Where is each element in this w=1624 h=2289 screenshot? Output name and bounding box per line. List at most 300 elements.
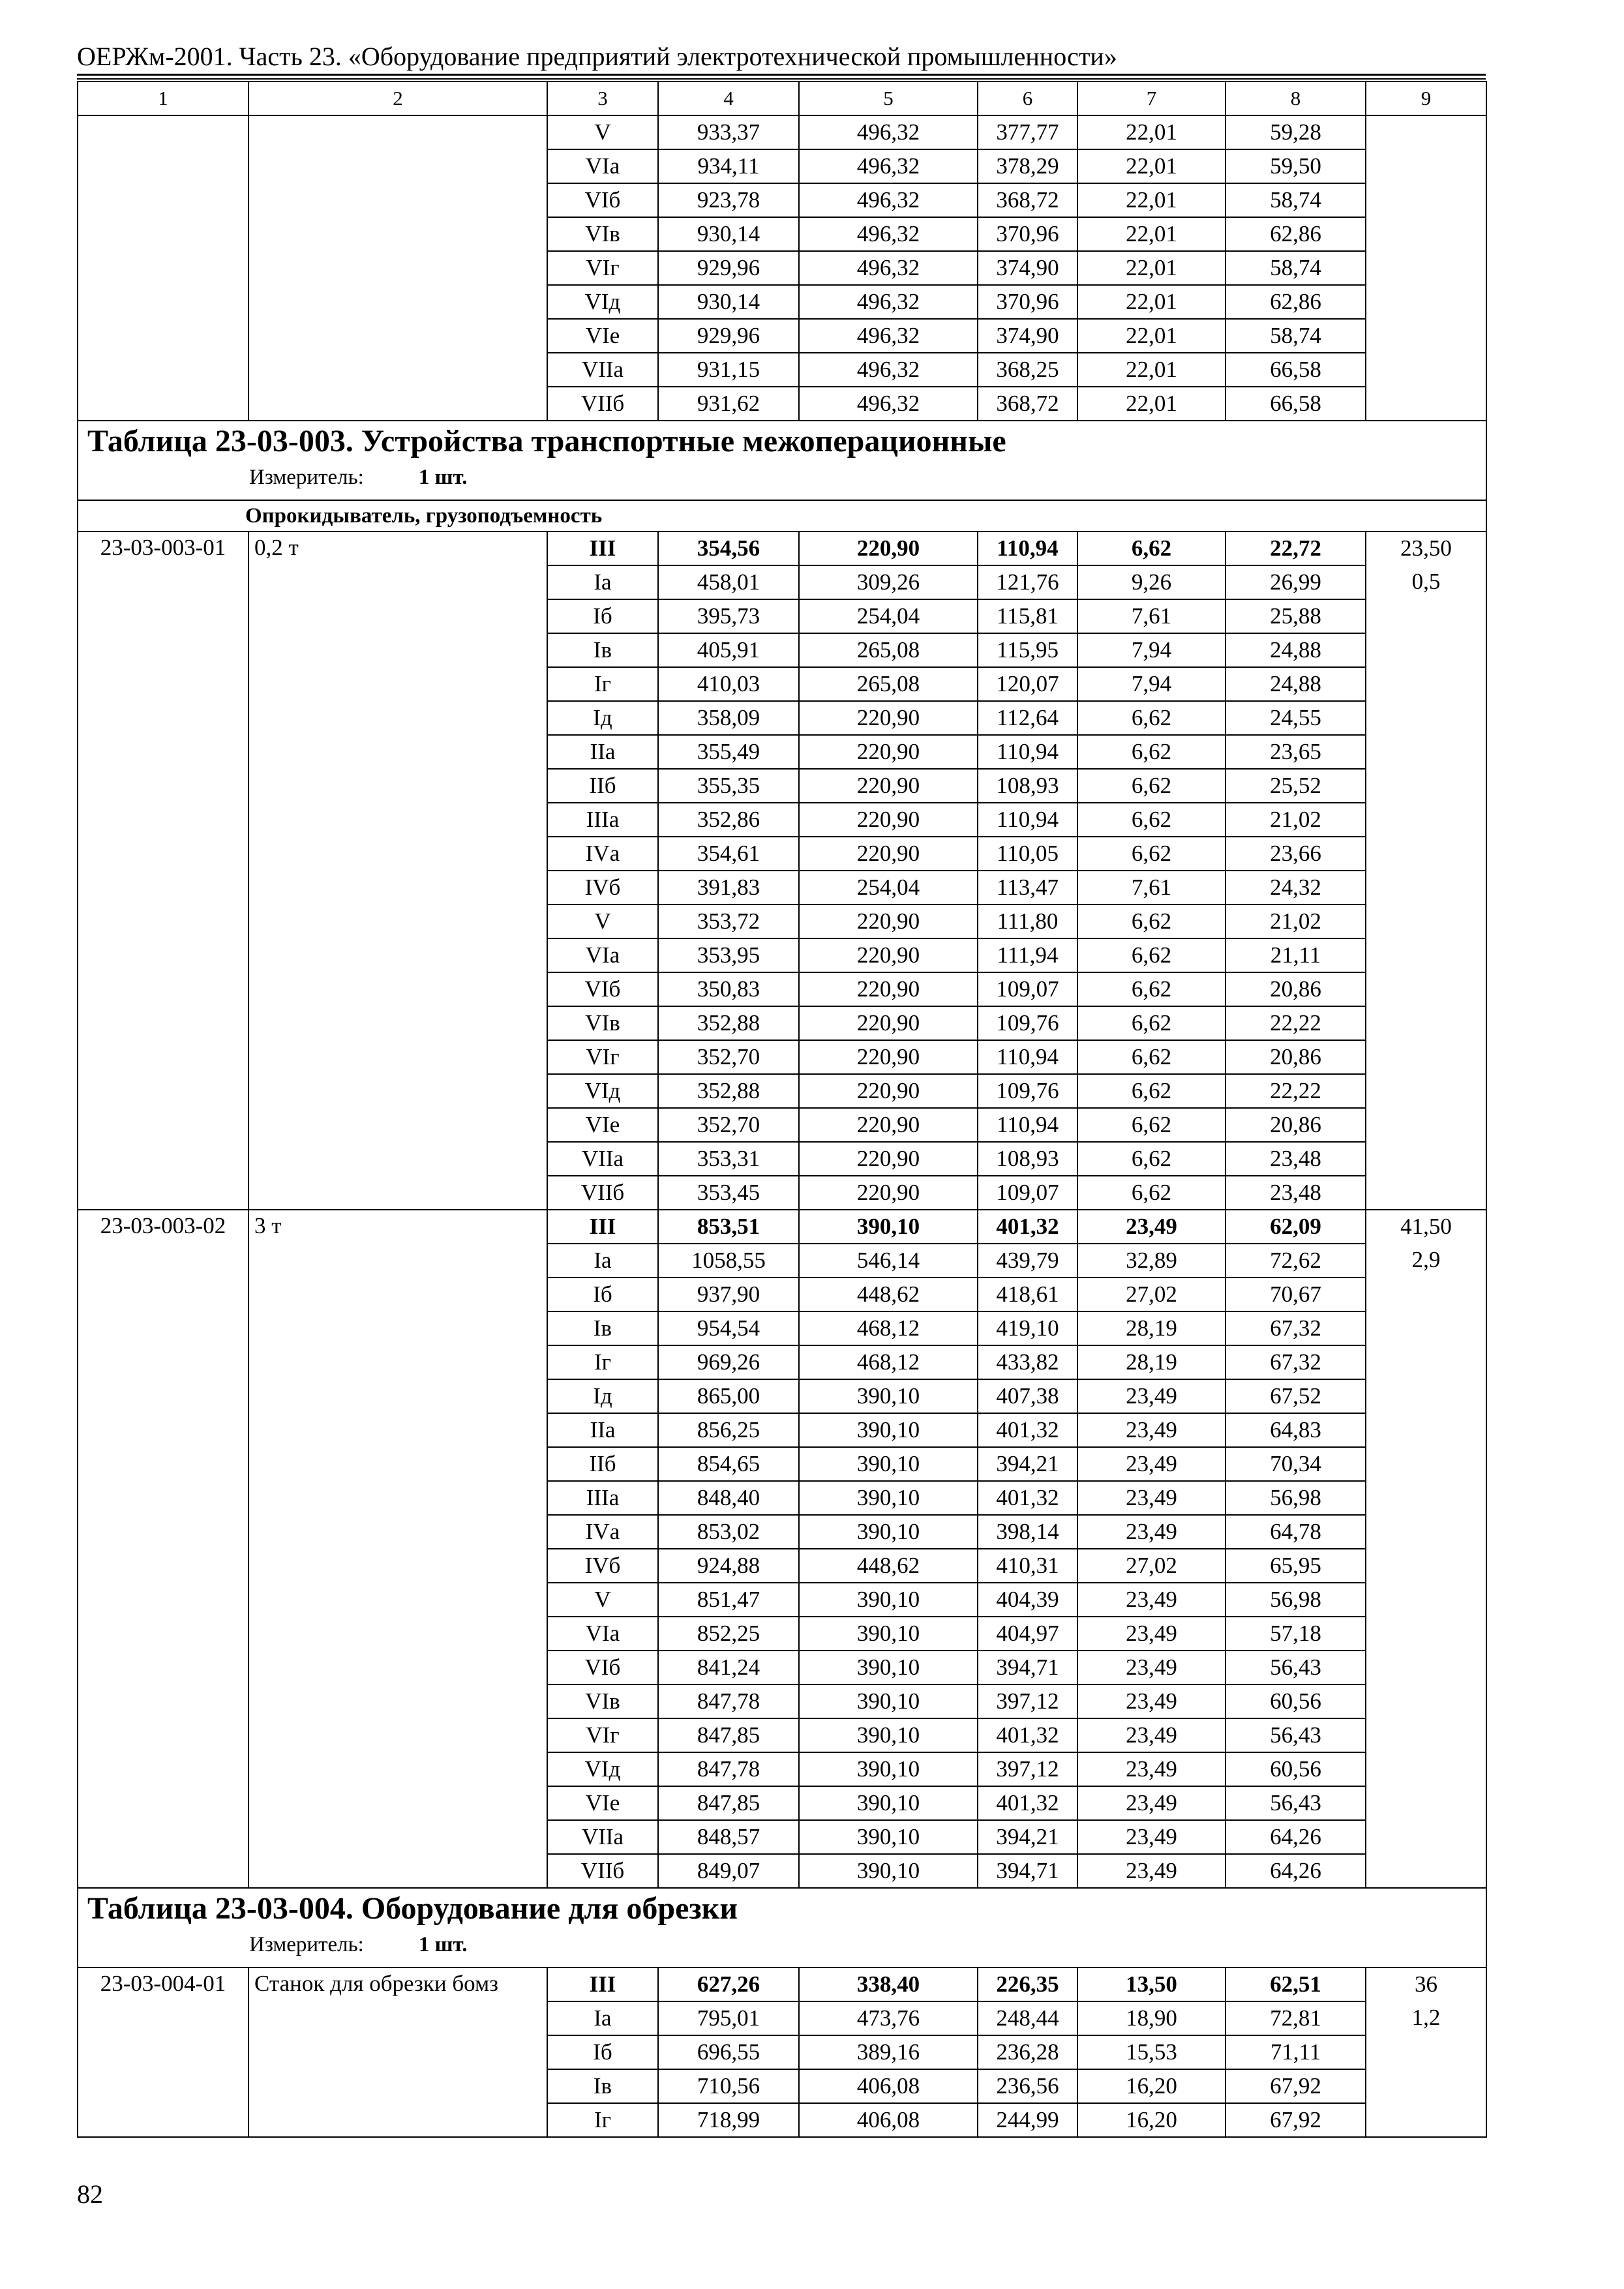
value-cell: 120,07 (978, 667, 1077, 701)
zone-code-cell: Iб (547, 1278, 658, 1311)
value-cell: 22,01 (1077, 319, 1226, 353)
value-cell: 390,10 (799, 1786, 978, 1820)
value-cell: 58,74 (1226, 319, 1366, 353)
value-cell: 854,65 (658, 1447, 799, 1481)
mass-value: 23,50 (1400, 535, 1452, 561)
value-cell: 6,62 (1077, 1006, 1226, 1040)
column-number-row (78, 82, 1486, 115)
page-number: 82 (77, 2179, 103, 2209)
subsection-row (78, 500, 1486, 531)
column-number: 1 (78, 82, 248, 115)
mass-value: 36 (1415, 1971, 1437, 1997)
value-cell: 496,32 (799, 149, 978, 183)
value-cell: 58,74 (1226, 183, 1366, 217)
value-cell: 20,86 (1226, 1108, 1366, 1142)
value-cell: 23,49 (1077, 1786, 1226, 1820)
value-cell: 220,90 (799, 905, 978, 938)
value-cell: 220,90 (799, 1142, 978, 1176)
value-cell: 496,32 (799, 319, 978, 353)
value-cell: 368,72 (978, 387, 1077, 421)
value-cell: 28,19 (1077, 1311, 1226, 1345)
value-cell: 352,86 (658, 803, 799, 837)
value-cell: 924,88 (658, 1549, 799, 1583)
value-cell: 841,24 (658, 1651, 799, 1684)
value-cell: 419,10 (978, 1311, 1077, 1345)
value-cell: 352,88 (658, 1006, 799, 1040)
value-cell: 67,32 (1226, 1311, 1366, 1345)
value-cell: 220,90 (799, 1040, 978, 1074)
value-cell: 848,57 (658, 1820, 799, 1854)
header-rule (77, 74, 1486, 76)
value-cell: 7,61 (1077, 871, 1226, 905)
mass-value: 2,9 (1411, 1247, 1441, 1272)
zone-code-cell: VIIб (547, 387, 658, 421)
value-cell: 406,08 (799, 2103, 978, 2137)
value-cell: 448,62 (799, 1278, 978, 1311)
zone-code-cell: VIIа (547, 1142, 658, 1176)
value-cell: 32,89 (1077, 1244, 1226, 1278)
zone-code-cell: VIа (547, 1617, 658, 1651)
value-cell: 407,38 (978, 1379, 1077, 1413)
zone-code-cell: VIв (547, 217, 658, 251)
value-cell: 111,80 (978, 905, 1077, 938)
value-cell: 121,76 (978, 565, 1077, 599)
value-cell: 22,01 (1077, 251, 1226, 285)
column-number: 2 (248, 82, 547, 115)
value-cell: 404,97 (978, 1617, 1077, 1651)
value-cell: 370,96 (978, 285, 1077, 319)
value-cell: 390,10 (799, 1481, 978, 1515)
value-cell: 72,81 (1226, 2001, 1366, 2035)
zone-code-cell: VIе (547, 319, 658, 353)
value-cell: 849,07 (658, 1854, 799, 1888)
zone-code-cell: III (547, 1210, 658, 1244)
value-cell: 6,62 (1077, 1176, 1226, 1210)
value-cell: 401,32 (978, 1413, 1077, 1447)
table-title-row (78, 1888, 1486, 1967)
value-cell: 848,40 (658, 1481, 799, 1515)
value-cell: 16,20 (1077, 2103, 1226, 2137)
value-cell: 23,48 (1226, 1176, 1366, 1210)
value-cell: 115,95 (978, 633, 1077, 667)
value-cell: 358,09 (658, 701, 799, 735)
value-cell: 355,49 (658, 735, 799, 769)
value-cell: 353,45 (658, 1176, 799, 1210)
table-title: Таблица 23-03-004. Оборудование для обрезки (87, 1891, 738, 1926)
zone-code-cell: IIIа (547, 803, 658, 837)
value-cell: 23,49 (1077, 1583, 1226, 1617)
value-cell: 220,90 (799, 938, 978, 972)
value-cell: 404,39 (978, 1583, 1077, 1617)
zone-code-cell: IIб (547, 1447, 658, 1481)
value-cell: 6,62 (1077, 803, 1226, 837)
zone-code-cell: Iб (547, 2035, 658, 2069)
value-cell: 433,82 (978, 1345, 1077, 1379)
value-cell: 16,20 (1077, 2069, 1226, 2103)
value-cell: 496,32 (799, 115, 978, 149)
value-cell: 496,32 (799, 387, 978, 421)
value-cell: 21,02 (1226, 803, 1366, 837)
item-code: 23-03-003-02 (78, 1210, 248, 1888)
value-cell: 377,77 (978, 115, 1077, 149)
measure-line (87, 462, 1486, 493)
value-cell: 220,90 (799, 701, 978, 735)
column-number: 6 (978, 82, 1077, 115)
column-number: 8 (1226, 82, 1366, 115)
value-cell: 6,62 (1077, 1108, 1226, 1142)
zone-code-cell: VIв (547, 1684, 658, 1718)
value-cell: 933,37 (658, 115, 799, 149)
zone-code-cell: Iд (547, 1379, 658, 1413)
value-cell: 62,51 (1226, 1967, 1366, 2001)
value-cell: 254,04 (799, 871, 978, 905)
value-cell: 15,53 (1077, 2035, 1226, 2069)
value-cell: 67,92 (1226, 2069, 1366, 2103)
running-header: ОЕРЖм-2001. Часть 23. «Оборудование предприятий электротехнической промышленности» (77, 42, 1117, 71)
zone-code-cell: V (547, 1583, 658, 1617)
item-name: Станок для обрезки бомз (248, 1967, 547, 2137)
column-number: 4 (658, 82, 799, 115)
mass-cell (1366, 531, 1486, 1210)
value-cell: 7,94 (1077, 667, 1226, 701)
value-cell: 13,50 (1077, 1967, 1226, 2001)
value-cell: 852,25 (658, 1617, 799, 1651)
mass-cell (1366, 115, 1486, 421)
value-cell: 220,90 (799, 735, 978, 769)
value-cell: 930,14 (658, 217, 799, 251)
value-cell: 865,00 (658, 1379, 799, 1413)
value-cell: 390,10 (799, 1210, 978, 1244)
rates-table (77, 81, 1487, 2138)
value-cell: 394,21 (978, 1820, 1077, 1854)
value-cell: 23,49 (1077, 1413, 1226, 1447)
value-cell: 401,32 (978, 1481, 1077, 1515)
zone-code-cell: V (547, 905, 658, 938)
value-cell: 70,67 (1226, 1278, 1366, 1311)
value-cell: 448,62 (799, 1549, 978, 1583)
value-cell: 696,55 (658, 2035, 799, 2069)
zone-code-cell: VIIа (547, 1820, 658, 1854)
zone-code-cell: IVб (547, 1549, 658, 1583)
value-cell: 6,62 (1077, 972, 1226, 1006)
value-cell: 390,10 (799, 1515, 978, 1549)
zone-code-cell: III (547, 1967, 658, 2001)
value-cell: 7,61 (1077, 599, 1226, 633)
value-cell: 405,91 (658, 633, 799, 667)
value-cell: 67,92 (1226, 2103, 1366, 2137)
value-cell: 410,03 (658, 667, 799, 701)
value-cell: 22,01 (1077, 149, 1226, 183)
value-cell: 7,94 (1077, 633, 1226, 667)
value-cell: 62,09 (1226, 1210, 1366, 1244)
value-cell: 439,79 (978, 1244, 1077, 1278)
zone-code-cell: VIа (547, 149, 658, 183)
value-cell: 26,99 (1226, 565, 1366, 599)
value-cell: 923,78 (658, 183, 799, 217)
value-cell: 6,62 (1077, 769, 1226, 803)
rates-table-body (78, 82, 1486, 2137)
value-cell: 847,78 (658, 1752, 799, 1786)
zone-code-cell: VIе (547, 1786, 658, 1820)
value-cell: 22,22 (1226, 1006, 1366, 1040)
value-cell: 6,62 (1077, 735, 1226, 769)
value-cell: 23,49 (1077, 1718, 1226, 1752)
value-cell: 22,01 (1077, 115, 1226, 149)
value-cell: 856,25 (658, 1413, 799, 1447)
value-cell: 66,58 (1226, 387, 1366, 421)
item-name: 0,2 т (248, 531, 547, 1210)
value-cell: 220,90 (799, 1108, 978, 1142)
zone-code-cell: IIб (547, 769, 658, 803)
value-cell: 110,94 (978, 1040, 1077, 1074)
value-cell: 60,56 (1226, 1752, 1366, 1786)
value-cell: 9,26 (1077, 565, 1226, 599)
value-cell: 969,26 (658, 1345, 799, 1379)
value-cell: 108,93 (978, 1142, 1077, 1176)
table-row (78, 115, 1486, 149)
value-cell: 847,78 (658, 1684, 799, 1718)
value-cell: 458,01 (658, 565, 799, 599)
zone-code-cell: VIа (547, 938, 658, 972)
value-cell: 6,62 (1077, 1040, 1226, 1074)
value-cell: 496,32 (799, 183, 978, 217)
value-cell: 112,64 (978, 701, 1077, 735)
value-cell: 72,62 (1226, 1244, 1366, 1278)
value-cell: 64,26 (1226, 1854, 1366, 1888)
value-cell: 853,51 (658, 1210, 799, 1244)
zone-code-cell: Iа (547, 1244, 658, 1278)
item-name (248, 115, 547, 421)
value-cell: 22,01 (1077, 387, 1226, 421)
value-cell: 23,49 (1077, 1481, 1226, 1515)
value-cell: 627,26 (658, 1967, 799, 2001)
value-cell: 23,49 (1077, 1617, 1226, 1651)
value-cell: 24,55 (1226, 701, 1366, 735)
value-cell: 352,88 (658, 1074, 799, 1108)
value-cell: 109,76 (978, 1006, 1077, 1040)
value-cell: 248,44 (978, 2001, 1077, 2035)
value-cell: 395,73 (658, 599, 799, 633)
value-cell: 22,01 (1077, 285, 1226, 319)
value-cell: 56,43 (1226, 1651, 1366, 1684)
value-cell: 410,31 (978, 1549, 1077, 1583)
value-cell: 309,26 (799, 565, 978, 599)
item-code (78, 115, 248, 421)
zone-code-cell: IVа (547, 837, 658, 871)
value-cell: 406,08 (799, 2069, 978, 2103)
value-cell: 350,83 (658, 972, 799, 1006)
value-cell: 27,02 (1077, 1278, 1226, 1311)
measure-value: 1 шт. (418, 466, 468, 489)
value-cell: 24,88 (1226, 667, 1366, 701)
subsection-title: Опрокидыватель, грузоподъемность (78, 500, 1486, 531)
value-cell: 23,49 (1077, 1684, 1226, 1718)
zone-code-cell: Iб (547, 599, 658, 633)
column-number: 3 (547, 82, 658, 115)
value-cell: 401,32 (978, 1718, 1077, 1752)
zone-code-cell: VIд (547, 1074, 658, 1108)
value-cell: 27,02 (1077, 1549, 1226, 1583)
value-cell: 110,94 (978, 735, 1077, 769)
value-cell: 851,47 (658, 1583, 799, 1617)
value-cell: 67,52 (1226, 1379, 1366, 1413)
value-cell: 220,90 (799, 1176, 978, 1210)
zone-code-cell: VIе (547, 1108, 658, 1142)
value-cell: 111,94 (978, 938, 1077, 972)
item-name: 3 т (248, 1210, 547, 1888)
value-cell: 354,56 (658, 531, 799, 565)
zone-code-cell: VIIб (547, 1176, 658, 1210)
value-cell: 931,15 (658, 353, 799, 387)
value-cell: 6,62 (1077, 1142, 1226, 1176)
value-cell: 368,72 (978, 183, 1077, 217)
value-cell: 368,25 (978, 353, 1077, 387)
value-cell: 931,62 (658, 387, 799, 421)
value-cell: 23,65 (1226, 735, 1366, 769)
value-cell: 1058,55 (658, 1244, 799, 1278)
value-cell: 390,10 (799, 1379, 978, 1413)
value-cell: 110,94 (978, 1108, 1077, 1142)
zone-code-cell: VIIб (547, 1854, 658, 1888)
value-cell: 390,10 (799, 1617, 978, 1651)
item-code: 23-03-004-01 (78, 1967, 248, 2137)
value-cell: 353,31 (658, 1142, 799, 1176)
value-cell: 401,32 (978, 1210, 1077, 1244)
mass-value: 41,50 (1400, 1214, 1452, 1239)
value-cell: 390,10 (799, 1854, 978, 1888)
table-row (78, 1967, 1486, 2001)
value-cell: 6,62 (1077, 905, 1226, 938)
value-cell: 109,76 (978, 1074, 1077, 1108)
zone-code-cell: Iв (547, 1311, 658, 1345)
value-cell: 496,32 (799, 251, 978, 285)
item-code: 23-03-003-01 (78, 531, 248, 1210)
value-cell: 236,28 (978, 2035, 1077, 2069)
value-cell: 220,90 (799, 531, 978, 565)
value-cell: 65,95 (1226, 1549, 1366, 1583)
header-rule-double (77, 78, 1486, 80)
value-cell: 20,86 (1226, 1040, 1366, 1074)
zone-code-cell: Iв (547, 2069, 658, 2103)
value-cell: 23,49 (1077, 1752, 1226, 1786)
value-cell: 389,16 (799, 2035, 978, 2069)
value-cell: 23,49 (1077, 1820, 1226, 1854)
value-cell: 110,94 (978, 803, 1077, 837)
value-cell: 390,10 (799, 1820, 978, 1854)
value-cell: 70,34 (1226, 1447, 1366, 1481)
value-cell: 390,10 (799, 1413, 978, 1447)
value-cell: 64,78 (1226, 1515, 1366, 1549)
value-cell: 64,83 (1226, 1413, 1366, 1447)
value-cell: 352,70 (658, 1108, 799, 1142)
value-cell: 390,10 (799, 1752, 978, 1786)
value-cell: 62,86 (1226, 285, 1366, 319)
value-cell: 58,74 (1226, 251, 1366, 285)
value-cell: 22,72 (1226, 531, 1366, 565)
value-cell: 23,49 (1077, 1210, 1226, 1244)
value-cell: 24,32 (1226, 871, 1366, 905)
zone-code-cell: VIб (547, 183, 658, 217)
measure-value: 1 шт. (418, 1933, 468, 1956)
value-cell: 115,81 (978, 599, 1077, 633)
value-cell: 22,01 (1077, 217, 1226, 251)
value-cell: 220,90 (799, 1006, 978, 1040)
value-cell: 397,12 (978, 1752, 1077, 1786)
value-cell: 23,49 (1077, 1447, 1226, 1481)
value-cell: 109,07 (978, 972, 1077, 1006)
value-cell: 496,32 (799, 353, 978, 387)
value-cell: 18,90 (1077, 2001, 1226, 2035)
value-cell: 56,43 (1226, 1786, 1366, 1820)
value-cell: 21,11 (1226, 938, 1366, 972)
zone-code-cell: VIIа (547, 353, 658, 387)
value-cell: 59,50 (1226, 149, 1366, 183)
value-cell: 24,88 (1226, 633, 1366, 667)
zone-code-cell: Iв (547, 633, 658, 667)
value-cell: 71,11 (1226, 2035, 1366, 2069)
zone-code-cell: Iг (547, 667, 658, 701)
value-cell: 397,12 (978, 1684, 1077, 1718)
value-cell: 853,02 (658, 1515, 799, 1549)
value-cell: 378,29 (978, 149, 1077, 183)
value-cell: 265,08 (799, 633, 978, 667)
value-cell: 28,19 (1077, 1345, 1226, 1379)
value-cell: 394,71 (978, 1854, 1077, 1888)
value-cell: 496,32 (799, 285, 978, 319)
table-title-row (78, 421, 1486, 500)
table-row (78, 531, 1486, 565)
value-cell: 390,10 (799, 1684, 978, 1718)
value-cell: 108,93 (978, 769, 1077, 803)
value-cell: 6,62 (1077, 1074, 1226, 1108)
value-cell: 110,94 (978, 531, 1077, 565)
value-cell: 718,99 (658, 2103, 799, 2137)
value-cell: 113,47 (978, 871, 1077, 905)
value-cell: 847,85 (658, 1718, 799, 1752)
value-cell: 929,96 (658, 319, 799, 353)
zone-code-cell: V (547, 115, 658, 149)
zone-code-cell: IVб (547, 871, 658, 905)
value-cell: 25,88 (1226, 599, 1366, 633)
mass-cell (1366, 1210, 1486, 1888)
table-title-cell (78, 1888, 1486, 1967)
measure-label: Измеритель: (249, 1933, 364, 1956)
value-cell: 391,83 (658, 871, 799, 905)
value-cell: 60,56 (1226, 1684, 1366, 1718)
zone-code-cell: Iа (547, 565, 658, 599)
value-cell: 6,62 (1077, 701, 1226, 735)
value-cell: 354,61 (658, 837, 799, 871)
value-cell: 795,01 (658, 2001, 799, 2035)
zone-code-cell: IIа (547, 1413, 658, 1447)
value-cell: 23,48 (1226, 1142, 1366, 1176)
measure-label: Измеритель: (249, 466, 364, 489)
mass-value: 1,2 (1411, 2005, 1441, 2030)
value-cell: 23,49 (1077, 1379, 1226, 1413)
zone-code-cell: III (547, 531, 658, 565)
value-cell: 21,02 (1226, 905, 1366, 938)
zone-code-cell: IVа (547, 1515, 658, 1549)
value-cell: 937,90 (658, 1278, 799, 1311)
value-cell: 353,95 (658, 938, 799, 972)
table-row (78, 1210, 1486, 1244)
value-cell: 390,10 (799, 1583, 978, 1617)
column-number: 5 (799, 82, 978, 115)
value-cell: 236,56 (978, 2069, 1077, 2103)
value-cell: 109,07 (978, 1176, 1077, 1210)
value-cell: 22,01 (1077, 353, 1226, 387)
value-cell: 929,96 (658, 251, 799, 285)
